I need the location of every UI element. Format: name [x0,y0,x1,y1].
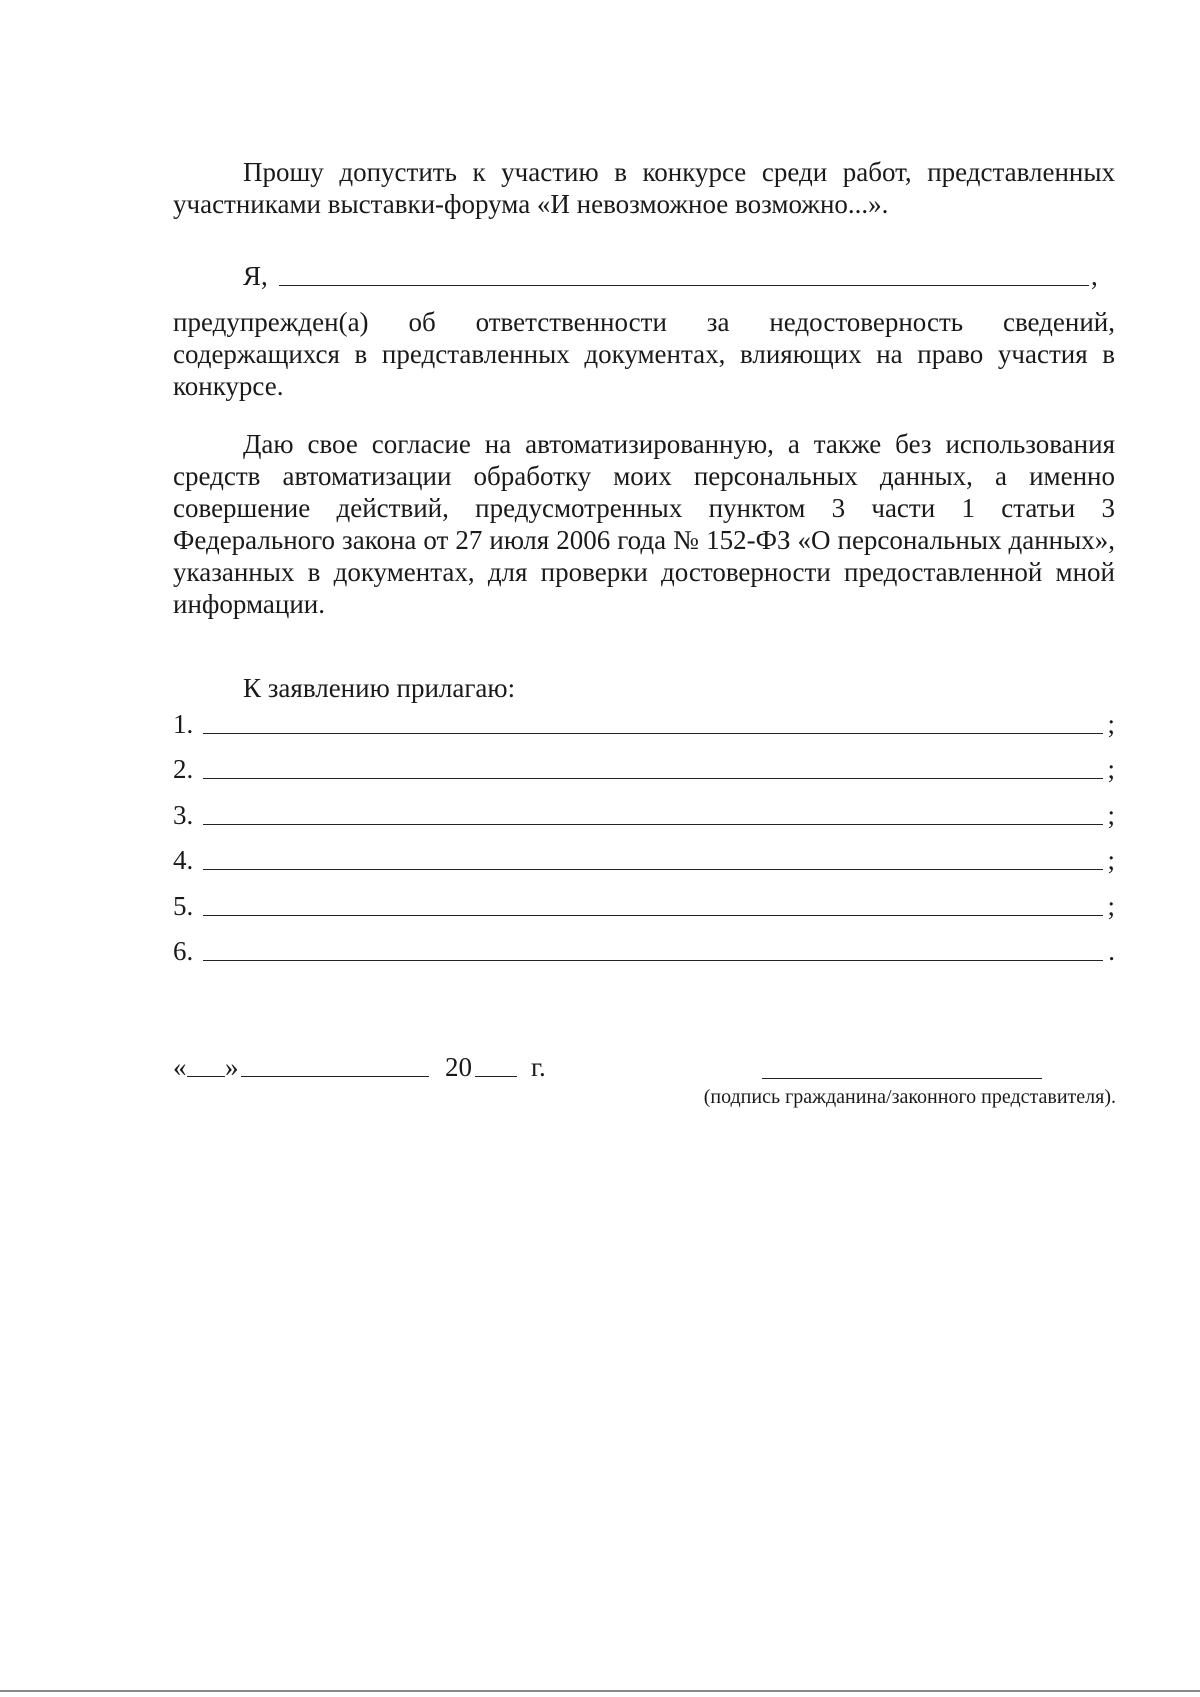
attachment-item [173,707,1115,741]
attachment-number: 6. [173,936,194,966]
date-line [173,1050,603,1084]
attachment-terminator: ; [1107,754,1115,784]
attachment-item [173,752,1115,786]
attachment-terminator: . [1108,936,1115,966]
request-paragraph: Прошу допустить к участию в конкурсе среди работ, представленных участниками выставки-форума «И невозможное возможно...». [173,157,1115,219]
day-blank-field[interactable] [187,1050,225,1077]
scan-edge-divider [0,1690,1200,1692]
date-open-quote: « [173,1052,187,1082]
month-blank-field[interactable] [241,1050,429,1077]
year-suffix: г. [531,1052,546,1082]
year-blank-field[interactable] [475,1050,517,1077]
attachment-number: 2. [173,754,194,784]
name-line [173,259,1115,293]
attachment-blank-field[interactable] [203,889,1103,916]
attachment-blank-field[interactable] [203,934,1103,961]
attachment-number: 3. [173,800,194,830]
attachment-blank-field[interactable] [203,752,1103,779]
attachment-blank-field[interactable] [203,798,1103,825]
attachment-terminator: ; [1107,709,1115,739]
attachments-heading: К заявлению прилагаю: [243,673,516,703]
name-line-prefix: Я, [243,261,268,291]
attachment-number: 1. [173,709,194,739]
year-prefix: 20 [445,1052,472,1082]
attachment-number: 5. [173,891,194,921]
attachment-item [173,934,1115,968]
consent-paragraph: Даю свое согласие на автоматизированную, а также без использования средств автоматизации обработку моих персональных данных, а именно совершение действий, предусмотренных пунктом 3 части 1 статьи 3 Федерального закона от 27 июля 2006 года № 152-ФЗ «О персональных данных», указанных в документах, для проверки достоверности предоставленной мной информации. [173,429,1115,619]
attachment-item [173,889,1115,923]
attachment-item [173,798,1115,832]
attachment-blank-field[interactable] [203,843,1103,870]
signature-caption: (подпись гражданина/законного представителя). [703,1086,1116,1108]
attachment-terminator: ; [1107,800,1115,830]
attachment-terminator: ; [1107,845,1115,875]
warning-paragraph: предупрежден(а) об ответственности за недостоверность сведений, содержащихся в представленных документах, влияющих на право участия в конкурсе. [173,307,1115,401]
attachment-item [173,843,1115,877]
name-blank-field[interactable] [279,259,1089,286]
attachment-terminator: ; [1107,891,1115,921]
name-line-suffix: , [1091,261,1098,291]
signature-blank-field[interactable] [762,1078,1042,1079]
attachment-number: 4. [173,845,194,875]
attachment-blank-field[interactable] [203,707,1103,734]
date-close-quote: » [225,1052,239,1082]
